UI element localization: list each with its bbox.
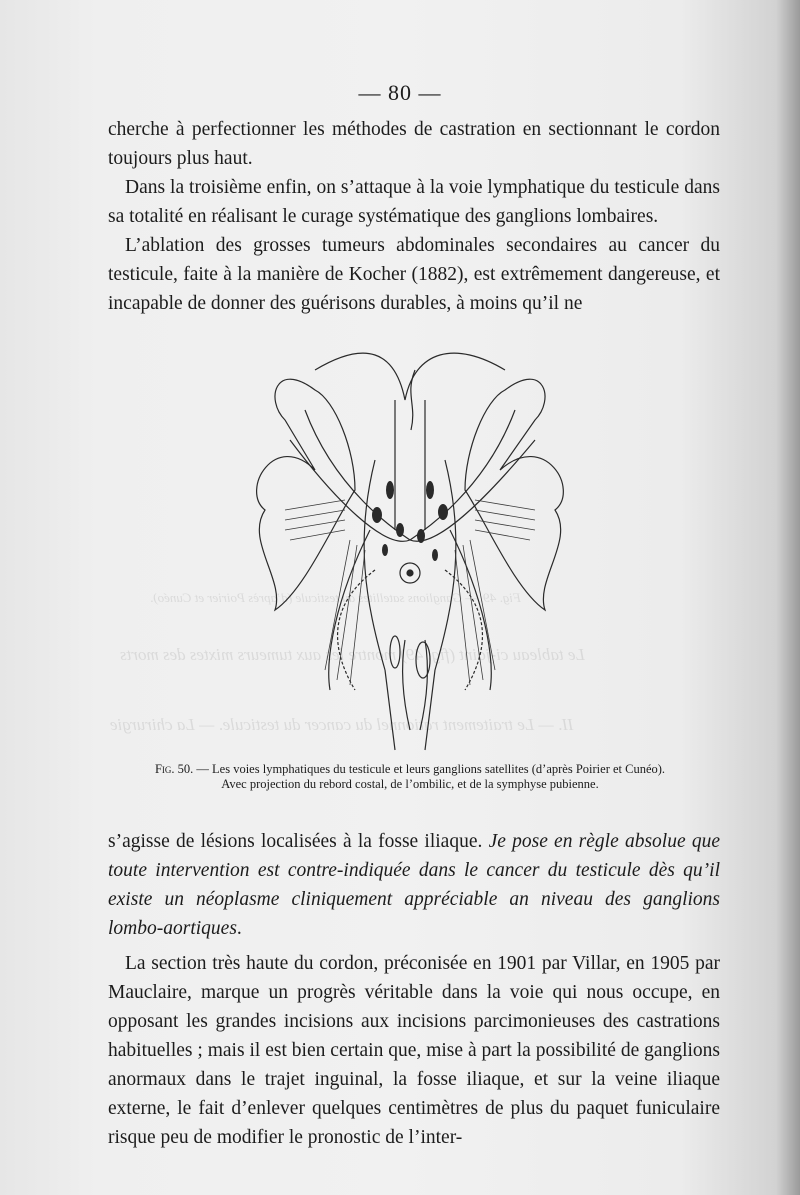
paragraph: Dans la troisième enfin, on s’attaque à la voie lymphatique du testicule dans sa totalité en réalisant le curage systématique des ganglions lombaires. xyxy=(108,177,720,227)
page-number: — 80 — xyxy=(358,80,442,105)
paragraph: La section très haute du cordon, préconisée en 1901 par Villar, en 1905 par Mauclaire, marque un progrès véritable dans la voie qui nous occupe, en opposant les grandes incisions aux incisions parcimonieuses des castrations habituelles ; mais il est bien certain que, mise à part la possibilité de ganglions anormaux dans le trajet inguinal, la fosse iliaque, et sur la veine iliaque externe, le fait d’enlever quelques centimètres de plus du paquet funiculaire risque peu de modifier le pronostic de l’inter- xyxy=(108,953,720,1148)
caption-line: Avec projection du rebord costal, de l’ombilic, et de la symphyse pubienne. xyxy=(221,777,599,791)
paragraph: cherche à perfectionner les méthodes de castration en sectionnant le cordon toujours plus haut. xyxy=(108,119,720,169)
paragraph-italic-text: Je pose en règle absolue que toute intervention est contre-indiquée dans le cancer du testicule dès qu’il existe un néoplasme cliniquement appréciable an niveau des ganglions lombo-aortiques xyxy=(108,831,720,939)
paragraph-text: s’agisse de lésions localisées à la fosse iliaque. xyxy=(108,831,489,852)
bleed-through-text: Le tableau ci-joint (fig. 49) montre les aux tumeurs mixtes des morts xyxy=(120,645,585,664)
paragraph xyxy=(108,827,720,943)
anatomical-illustration xyxy=(245,340,575,760)
figure-label: Fig. 50. xyxy=(154,762,194,776)
bleed-through-text: Fig. 49. — Ganglions satellites du testicule (d’après Poirier et Cunéo). xyxy=(150,590,521,605)
paragraph: L’ablation des grosses tumeurs abdominales secondaires au cancer du testicule, faite à la manière de Kocher (1882), est extrêmement dangereuse, et incapable de donner des guérisons durables, à moins qu’il ne xyxy=(108,235,720,314)
paragraph-text: . xyxy=(236,918,242,939)
figure-caption xyxy=(100,762,720,792)
top-text-block xyxy=(108,115,720,318)
caption-line: — Les voies lymphatiques du testicule et leurs ganglions satellites (d’après Poirier et Cunéo). xyxy=(193,762,666,776)
bleed-through-text: II. — Le traitement rationnel du cancer du testicule. — La chirurgie xyxy=(110,715,574,734)
bottom-text-block xyxy=(108,827,720,1152)
